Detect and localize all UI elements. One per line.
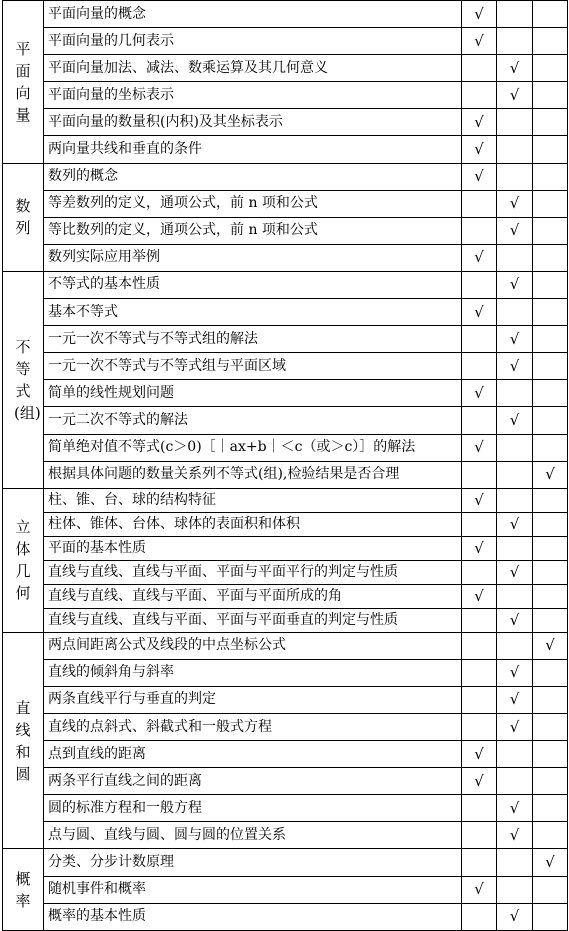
topic-cell: 平面的基本性质 — [44, 536, 462, 560]
table-row — [3, 217, 568, 244]
topic-cell: 数列的概念 — [44, 163, 462, 190]
empty-mark-cell — [533, 488, 568, 512]
empty-mark-cell — [462, 190, 497, 217]
check-mark-cell: √ — [462, 109, 497, 136]
check-mark-cell: √ — [497, 271, 533, 298]
table-row — [3, 136, 568, 163]
table-row — [3, 536, 568, 560]
empty-mark-cell — [533, 271, 568, 298]
empty-mark-cell — [533, 244, 568, 271]
empty-mark-cell — [533, 163, 568, 190]
table-row — [3, 488, 568, 512]
check-mark-cell: √ — [497, 353, 533, 380]
table-row — [3, 512, 568, 536]
empty-mark-cell — [533, 876, 568, 903]
empty-mark-cell — [497, 28, 533, 55]
category-cell — [3, 1, 44, 164]
empty-mark-cell — [497, 849, 533, 876]
table-row — [3, 849, 568, 876]
topic-cell: 平面向量的概念 — [44, 1, 462, 28]
table-row — [3, 299, 568, 326]
empty-mark-cell — [462, 82, 497, 109]
empty-mark-cell — [533, 659, 568, 686]
syllabus-table — [2, 0, 568, 931]
empty-mark-cell — [497, 109, 533, 136]
topic-cell: 两条直线平行与垂直的判定 — [44, 686, 462, 713]
empty-mark-cell — [462, 713, 497, 740]
check-mark-cell: √ — [462, 876, 497, 903]
empty-mark-cell — [533, 512, 568, 536]
check-mark-cell: √ — [462, 488, 497, 512]
table-row — [3, 380, 568, 407]
table-row — [3, 190, 568, 217]
check-mark-cell: √ — [497, 326, 533, 353]
empty-mark-cell — [462, 326, 497, 353]
topic-cell: 两条平行直线之间的距离 — [44, 768, 462, 795]
empty-mark-cell — [497, 768, 533, 795]
empty-mark-cell — [497, 741, 533, 768]
empty-mark-cell — [462, 461, 497, 488]
empty-mark-cell — [462, 353, 497, 380]
category-cell — [3, 488, 44, 632]
check-mark-cell: √ — [462, 28, 497, 55]
topic-cell: 数列实际应用举例 — [44, 244, 462, 271]
topic-cell: 一元二次不等式的解法 — [44, 407, 462, 434]
table-row — [3, 244, 568, 271]
empty-mark-cell — [497, 461, 533, 488]
syllabus-table-body — [3, 1, 568, 931]
check-mark-cell: √ — [462, 1, 497, 28]
topic-cell: 概率的基本性质 — [44, 903, 462, 930]
table-row — [3, 632, 568, 659]
empty-mark-cell — [533, 434, 568, 461]
table-row — [3, 584, 568, 608]
empty-mark-cell — [462, 795, 497, 822]
topic-cell: 点与圆、直线与圆、圆与圆的位置关系 — [44, 822, 462, 849]
empty-mark-cell — [533, 407, 568, 434]
topic-cell: 圆的标准方程和一般方程 — [44, 795, 462, 822]
check-mark-cell: √ — [497, 190, 533, 217]
empty-mark-cell — [462, 659, 497, 686]
check-mark-cell: √ — [497, 560, 533, 584]
empty-mark-cell — [462, 903, 497, 930]
check-mark-cell: √ — [462, 434, 497, 461]
topic-cell: 简单的线性规划问题 — [44, 380, 462, 407]
empty-mark-cell — [497, 1, 533, 28]
topic-cell: 直线的倾斜角与斜率 — [44, 659, 462, 686]
topic-cell: 随机事件和概率 — [44, 876, 462, 903]
empty-mark-cell — [533, 560, 568, 584]
empty-mark-cell — [533, 299, 568, 326]
empty-mark-cell — [533, 326, 568, 353]
topic-cell: 等差数列的定义，通项公式，前 n 项和公式 — [44, 190, 462, 217]
empty-mark-cell — [533, 380, 568, 407]
check-mark-cell: √ — [462, 768, 497, 795]
empty-mark-cell — [462, 55, 497, 82]
check-mark-cell: √ — [497, 903, 533, 930]
empty-mark-cell — [533, 713, 568, 740]
category-label: 概率 — [15, 869, 31, 910]
check-mark-cell: √ — [497, 713, 533, 740]
empty-mark-cell — [533, 136, 568, 163]
check-mark-cell: √ — [462, 299, 497, 326]
category-label: 立体几何 — [15, 518, 31, 603]
empty-mark-cell — [533, 109, 568, 136]
empty-mark-cell — [462, 686, 497, 713]
check-mark-cell: √ — [497, 55, 533, 82]
empty-mark-cell — [497, 163, 533, 190]
empty-mark-cell — [533, 608, 568, 632]
empty-mark-cell — [497, 488, 533, 512]
empty-mark-cell — [462, 822, 497, 849]
empty-mark-cell — [533, 1, 568, 28]
topic-cell: 不等式的基本性质 — [44, 271, 462, 298]
check-mark-cell: √ — [533, 632, 568, 659]
check-mark-cell: √ — [462, 584, 497, 608]
table-row — [3, 876, 568, 903]
check-mark-cell: √ — [497, 512, 533, 536]
category-cell — [3, 163, 44, 271]
empty-mark-cell — [462, 271, 497, 298]
empty-mark-cell — [462, 849, 497, 876]
empty-mark-cell — [462, 217, 497, 244]
empty-mark-cell — [533, 28, 568, 55]
empty-mark-cell — [533, 217, 568, 244]
category-label: 直线和圆 — [15, 698, 31, 783]
empty-mark-cell — [533, 584, 568, 608]
empty-mark-cell — [462, 512, 497, 536]
empty-mark-cell — [533, 190, 568, 217]
empty-mark-cell — [462, 560, 497, 584]
empty-mark-cell — [462, 632, 497, 659]
topic-cell: 分类、分步计数原理 — [44, 849, 462, 876]
category-cell — [3, 632, 44, 849]
check-mark-cell: √ — [497, 659, 533, 686]
topic-cell: 简单绝对值不等式(c＞0)［｜ax+b｜＜c（或＞c）］的解法 — [44, 434, 462, 461]
table-row — [3, 461, 568, 488]
topic-cell: 两点间距离公式及线段的中点坐标公式 — [44, 632, 462, 659]
check-mark-cell: √ — [462, 741, 497, 768]
empty-mark-cell — [462, 608, 497, 632]
topic-cell: 直线与直线、直线与平面、平面与平面所成的角 — [44, 584, 462, 608]
table-row — [3, 686, 568, 713]
check-mark-cell: √ — [462, 163, 497, 190]
check-mark-cell: √ — [497, 217, 533, 244]
topic-cell: 点到直线的距离 — [44, 741, 462, 768]
table-row — [3, 271, 568, 298]
table-row — [3, 353, 568, 380]
empty-mark-cell — [533, 795, 568, 822]
topic-cell: 直线与直线、直线与平面、平面与平面平行的判定与性质 — [44, 560, 462, 584]
empty-mark-cell — [533, 686, 568, 713]
topic-cell: 柱、锥、台、球的结构特征 — [44, 488, 462, 512]
topic-cell: 基本不等式 — [44, 299, 462, 326]
category-label: 平面向量 — [15, 39, 31, 124]
empty-mark-cell — [533, 822, 568, 849]
empty-mark-cell — [497, 584, 533, 608]
table-row — [3, 434, 568, 461]
category-cell — [3, 271, 44, 488]
table-row — [3, 1, 568, 28]
check-mark-cell: √ — [462, 244, 497, 271]
empty-mark-cell — [497, 136, 533, 163]
empty-mark-cell — [497, 632, 533, 659]
table-row — [3, 713, 568, 740]
check-mark-cell: √ — [497, 686, 533, 713]
topic-cell: 平面向量加法、减法、数乘运算及其几何意义 — [44, 55, 462, 82]
topic-cell: 两向量共线和垂直的条件 — [44, 136, 462, 163]
topic-cell: 一元一次不等式与不等式组与平面区域 — [44, 353, 462, 380]
empty-mark-cell — [497, 244, 533, 271]
category-label: 数列 — [15, 197, 31, 238]
check-mark-cell: √ — [533, 849, 568, 876]
check-mark-cell: √ — [533, 461, 568, 488]
category-label: 不等式(组) — [14, 337, 41, 422]
table-row — [3, 28, 568, 55]
empty-mark-cell — [533, 82, 568, 109]
empty-mark-cell — [462, 407, 497, 434]
check-mark-cell: √ — [497, 608, 533, 632]
table-row — [3, 82, 568, 109]
check-mark-cell: √ — [497, 407, 533, 434]
empty-mark-cell — [533, 903, 568, 930]
check-mark-cell: √ — [497, 822, 533, 849]
table-row — [3, 560, 568, 584]
topic-cell: 平面向量的坐标表示 — [44, 82, 462, 109]
check-mark-cell: √ — [497, 795, 533, 822]
check-mark-cell: √ — [497, 82, 533, 109]
table-row — [3, 768, 568, 795]
table-row — [3, 903, 568, 930]
empty-mark-cell — [497, 434, 533, 461]
empty-mark-cell — [497, 299, 533, 326]
topic-cell: 直线的点斜式、斜截式和一般式方程 — [44, 713, 462, 740]
table-row — [3, 163, 568, 190]
table-row — [3, 608, 568, 632]
table-row — [3, 822, 568, 849]
table-row — [3, 659, 568, 686]
empty-mark-cell — [533, 536, 568, 560]
empty-mark-cell — [533, 353, 568, 380]
table-row — [3, 795, 568, 822]
topic-cell: 直线与直线、直线与平面、平面与平面垂直的判定与性质 — [44, 608, 462, 632]
topic-cell: 一元一次不等式与不等式组的解法 — [44, 326, 462, 353]
table-row — [3, 109, 568, 136]
check-mark-cell: √ — [462, 136, 497, 163]
table-row — [3, 55, 568, 82]
check-mark-cell: √ — [462, 536, 497, 560]
empty-mark-cell — [533, 55, 568, 82]
empty-mark-cell — [533, 768, 568, 795]
topic-cell: 等比数列的定义，通项公式，前 n 项和公式 — [44, 217, 462, 244]
topic-cell: 平面向量的数量积(内积)及其坐标表示 — [44, 109, 462, 136]
table-row — [3, 326, 568, 353]
empty-mark-cell — [497, 876, 533, 903]
empty-mark-cell — [497, 536, 533, 560]
table-row — [3, 741, 568, 768]
check-mark-cell: √ — [462, 380, 497, 407]
table-row — [3, 407, 568, 434]
topic-cell: 根据具体问题的数量关系列不等式(组),检验结果是否合理 — [44, 461, 462, 488]
empty-mark-cell — [497, 380, 533, 407]
topic-cell: 柱体、锥体、台体、球体的表面积和体积 — [44, 512, 462, 536]
category-cell — [3, 849, 44, 930]
topic-cell: 平面向量的几何表示 — [44, 28, 462, 55]
empty-mark-cell — [533, 741, 568, 768]
